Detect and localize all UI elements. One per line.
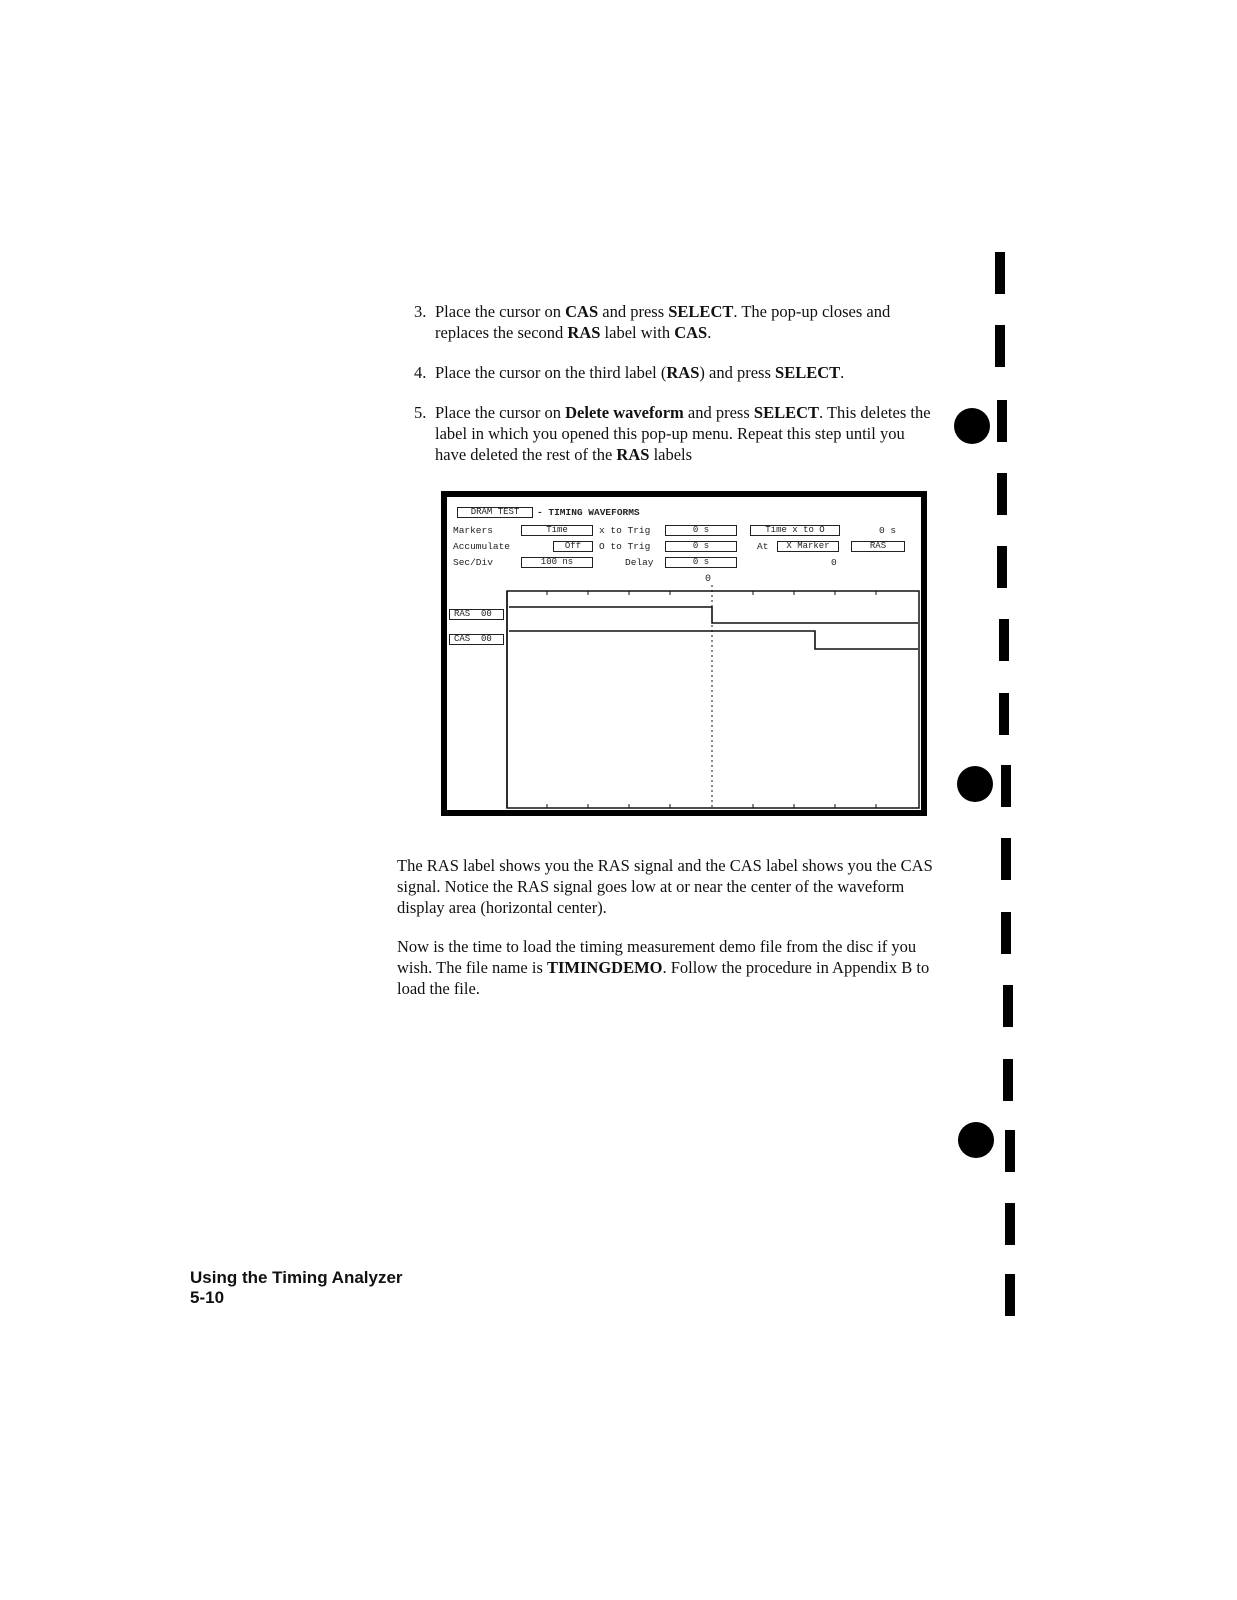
markers-field[interactable]: Time [521, 525, 593, 536]
at-field[interactable]: X Marker [777, 541, 839, 552]
sec-div-label: Sec/Div [453, 557, 493, 568]
accumulate-field[interactable]: Off [553, 541, 593, 552]
step-number: 4. [414, 363, 427, 382]
trigger-marker-glyph: 0 [705, 574, 712, 585]
o-to-trig-label: O to Trig [599, 541, 651, 552]
binder-hole [958, 1122, 994, 1158]
delay-label: Delay [625, 557, 654, 568]
cas-waveform [509, 631, 918, 649]
binder-hole [957, 766, 993, 802]
step-text: Place the cursor on Delete waveform and press SELECT. This deletes the label in which you opened this pop-up menu. Repeat this step until you have deleted the rest of the RAS labels [435, 403, 931, 464]
time-x-to-o-field[interactable]: Time x to O [750, 525, 840, 536]
timing-waveforms-screen [441, 491, 927, 816]
x-to-trig-field[interactable]: 0 s [665, 525, 737, 536]
ras-waveform [509, 607, 918, 623]
accumulate-label: Accumulate [453, 541, 511, 552]
binder-bar [997, 400, 1007, 442]
x-to-trig-label: x to Trig [599, 525, 651, 536]
binder-bar [1001, 765, 1011, 807]
footer-title: Using the Timing Analyzer [190, 1268, 403, 1287]
sec-div-field[interactable]: 100 ns [521, 557, 593, 568]
binder-bar [1001, 838, 1011, 880]
at-label-field[interactable]: RAS [851, 541, 905, 552]
paragraph-signals: The RAS label shows you the RAS signal and the CAS label shows you the CAS signal. Notice the RAS signal goes low at or near the center of the waveform display area (horizontal center). [397, 856, 933, 917]
step-4 [414, 362, 939, 383]
menu-label-field[interactable]: DRAM TEST [457, 507, 533, 518]
step-5 [414, 402, 939, 465]
binder-bar [997, 473, 1007, 515]
binder-bar [999, 693, 1009, 735]
step-3 [414, 301, 939, 343]
binder-bar [1001, 912, 1011, 954]
at-label: At [757, 541, 769, 552]
step-number: 3. [414, 302, 427, 321]
markers-label: Markers [453, 525, 493, 536]
page-number: 5-10 [190, 1288, 225, 1307]
o-to-trig-field[interactable]: 0 s [665, 541, 737, 552]
step-number: 5. [414, 403, 427, 422]
binder-bar [1005, 1203, 1015, 1245]
step-text: Place the cursor on CAS and press SELECT. The pop-up closes and replaces the second RAS label with CAS. [435, 302, 891, 342]
binder-bar [995, 252, 1005, 294]
binder-bar [997, 546, 1007, 588]
binder-bar [999, 619, 1009, 661]
time-x-to-o-value: 0 s [879, 525, 897, 536]
binder-bar [1003, 1059, 1013, 1101]
binder-bar [995, 325, 1005, 367]
step-text: Place the cursor on the third label (RAS) and press SELECT. [435, 363, 845, 382]
waveform-display [447, 497, 921, 810]
delay-field[interactable]: 0 s [665, 557, 737, 568]
binder-bar [1005, 1130, 1015, 1172]
screen-title: - TIMING WAVEFORMS [537, 507, 640, 518]
binder-hole [954, 408, 990, 444]
paragraph-demo-file: Now is the time to load the timing measurement demo file from the disc if you wish. The file name is TIMINGDEMO. Follow the procedure in Appendix B to load the file. [397, 937, 930, 998]
waveform-label-ras[interactable]: RAS 00 [449, 609, 504, 620]
binder-bar [1003, 985, 1013, 1027]
binder-bar [1005, 1274, 1015, 1316]
right-readout: 0 [831, 557, 837, 568]
waveform-label-cas[interactable]: CAS 00 [449, 634, 504, 645]
